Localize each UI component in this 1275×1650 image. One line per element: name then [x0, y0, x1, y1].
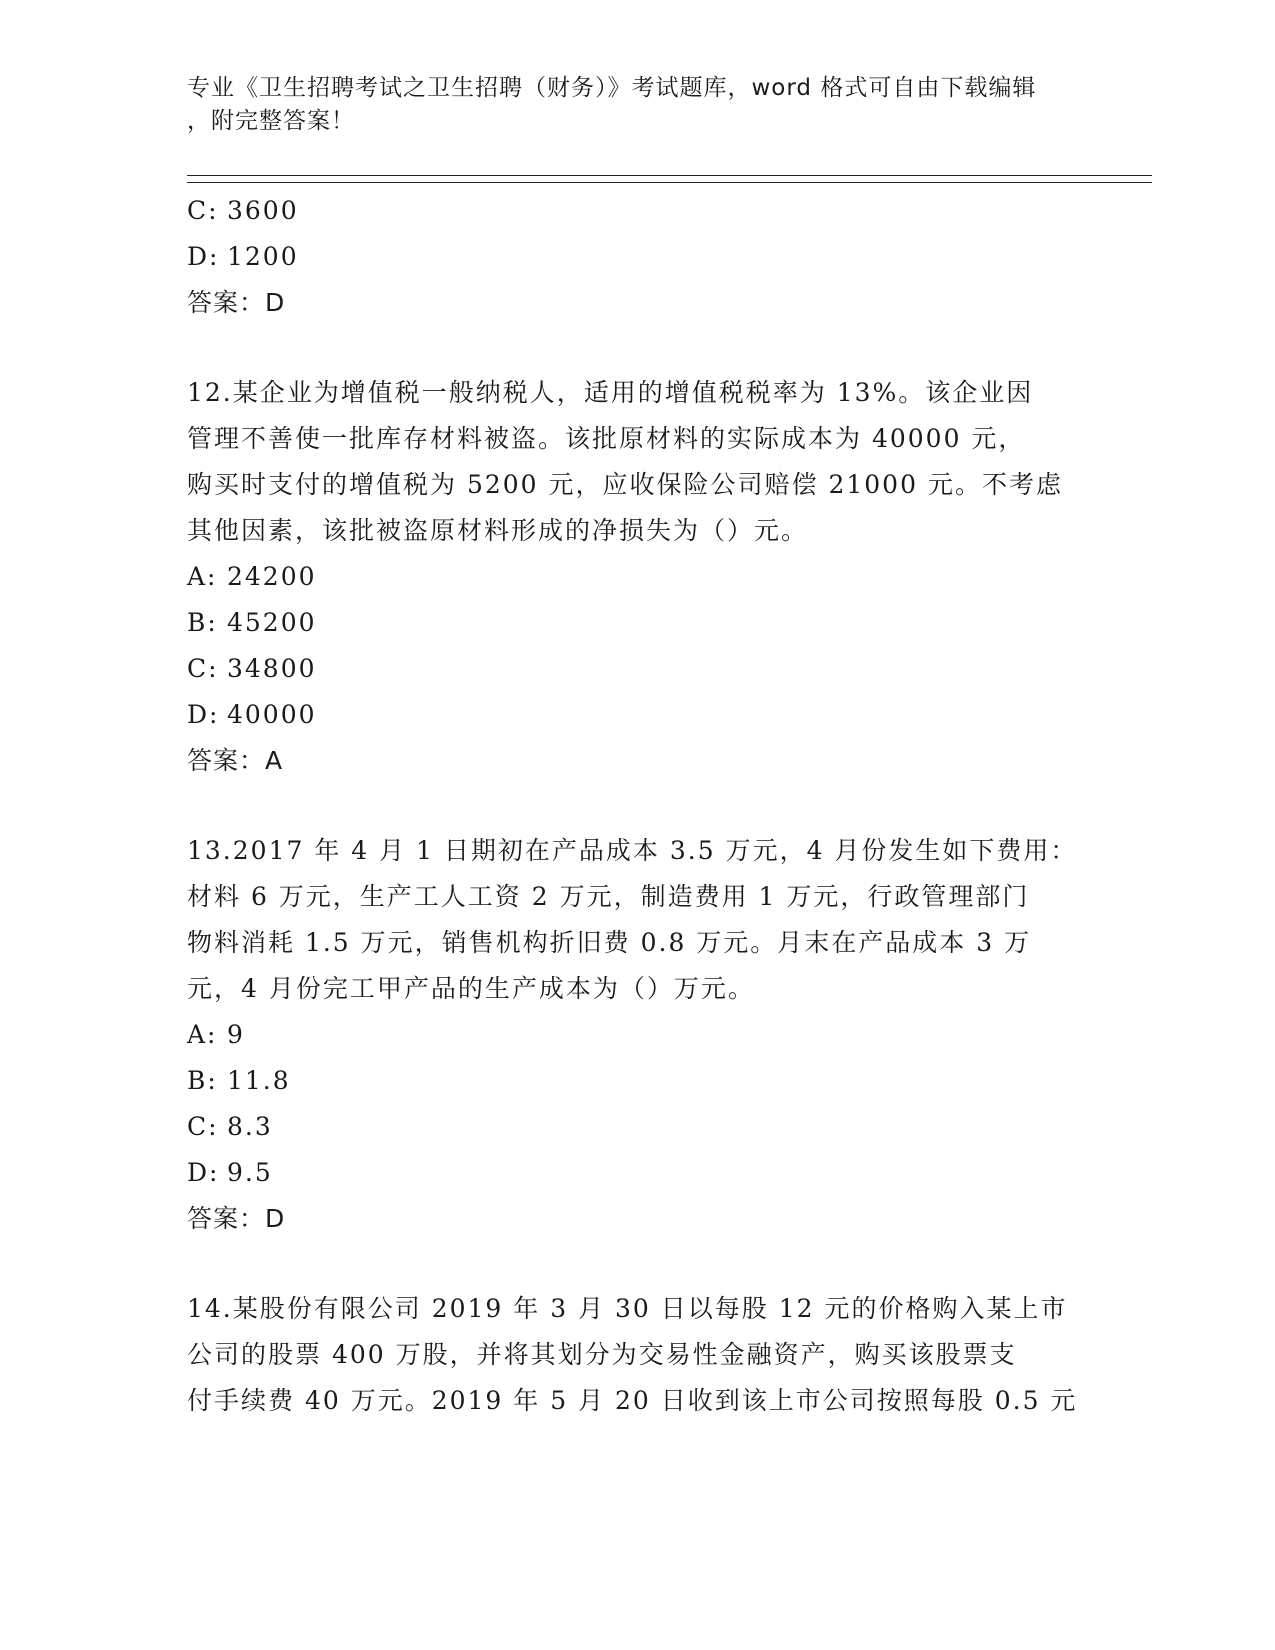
- question-text-line: 14.某股份有限公司 2019 年 3 月 30 日以每股 12 元的价格购入某上市: [187, 1294, 1068, 1323]
- page-header: [187, 72, 1087, 138]
- document-content: [187, 188, 1087, 1424]
- option-c: C: 3600: [187, 196, 299, 225]
- question-14: [187, 1286, 1087, 1424]
- question-text-line: 其他因素，该批被盗原材料形成的净损失为（）元。: [187, 516, 809, 545]
- question-text-line: 13.2017 年 4 月 1 日期初在产品成本 3.5 万元，4 月份发生如下费用：: [187, 836, 1078, 865]
- option-d: D: 1200: [187, 242, 299, 271]
- question-13: [187, 828, 1087, 1242]
- question-12: [187, 370, 1087, 784]
- option-b: B: 11.8: [187, 1066, 291, 1095]
- option-a: A: 9: [187, 1020, 245, 1049]
- header-rule-top: [187, 175, 1152, 176]
- option-a: A: 24200: [187, 562, 317, 591]
- question-text-line: 付手续费 40 万元。2019 年 5 月 20 日收到该上市公司按照每股 0.5 元: [187, 1386, 1078, 1415]
- question-text-line: 管理不善使一批库存材料被盗。该批原材料的实际成本为 40000 元，: [187, 424, 1026, 453]
- answer: 答案：D: [187, 288, 286, 317]
- header-rule-bottom: [187, 182, 1152, 183]
- answer: 答案：D: [187, 1204, 286, 1233]
- question-text-line: 购买时支付的增值税为 5200 元，应收保险公司赔偿 21000 元。不考虑: [187, 470, 1063, 499]
- option-d: D: 9.5: [187, 1158, 273, 1187]
- option-d: D: 40000: [187, 700, 317, 729]
- option-c: C: 8.3: [187, 1112, 273, 1141]
- question-text-line: 公司的股票 400 万股，并将其划分为交易性金融资产，购买该股票支: [187, 1340, 1017, 1369]
- question-text-line: 材料 6 万元，生产工人工资 2 万元，制造费用 1 万元，行政管理部门: [187, 882, 1030, 911]
- question-text-line: 元，4 月份完工甲产品的生产成本为（）万元。: [187, 974, 755, 1003]
- header-line-1: 专业《卫生招聘考试之卫生招聘（财务）》考试题库，word 格式可自由下载编辑: [187, 75, 1037, 101]
- option-c: C: 34800: [187, 654, 317, 683]
- option-b: B: 45200: [187, 608, 317, 637]
- question-text-line: 12.某企业为增值税一般纳税人，适用的增值税税率为 13%。该企业因: [187, 378, 1034, 407]
- question-11-tail: [187, 188, 1087, 326]
- question-text-line: 物料消耗 1.5 万元，销售机构折旧费 0.8 万元。月末在产品成本 3 万: [187, 928, 1032, 957]
- answer: 答案：A: [187, 746, 284, 775]
- header-line-2: ，附完整答案！: [187, 108, 355, 134]
